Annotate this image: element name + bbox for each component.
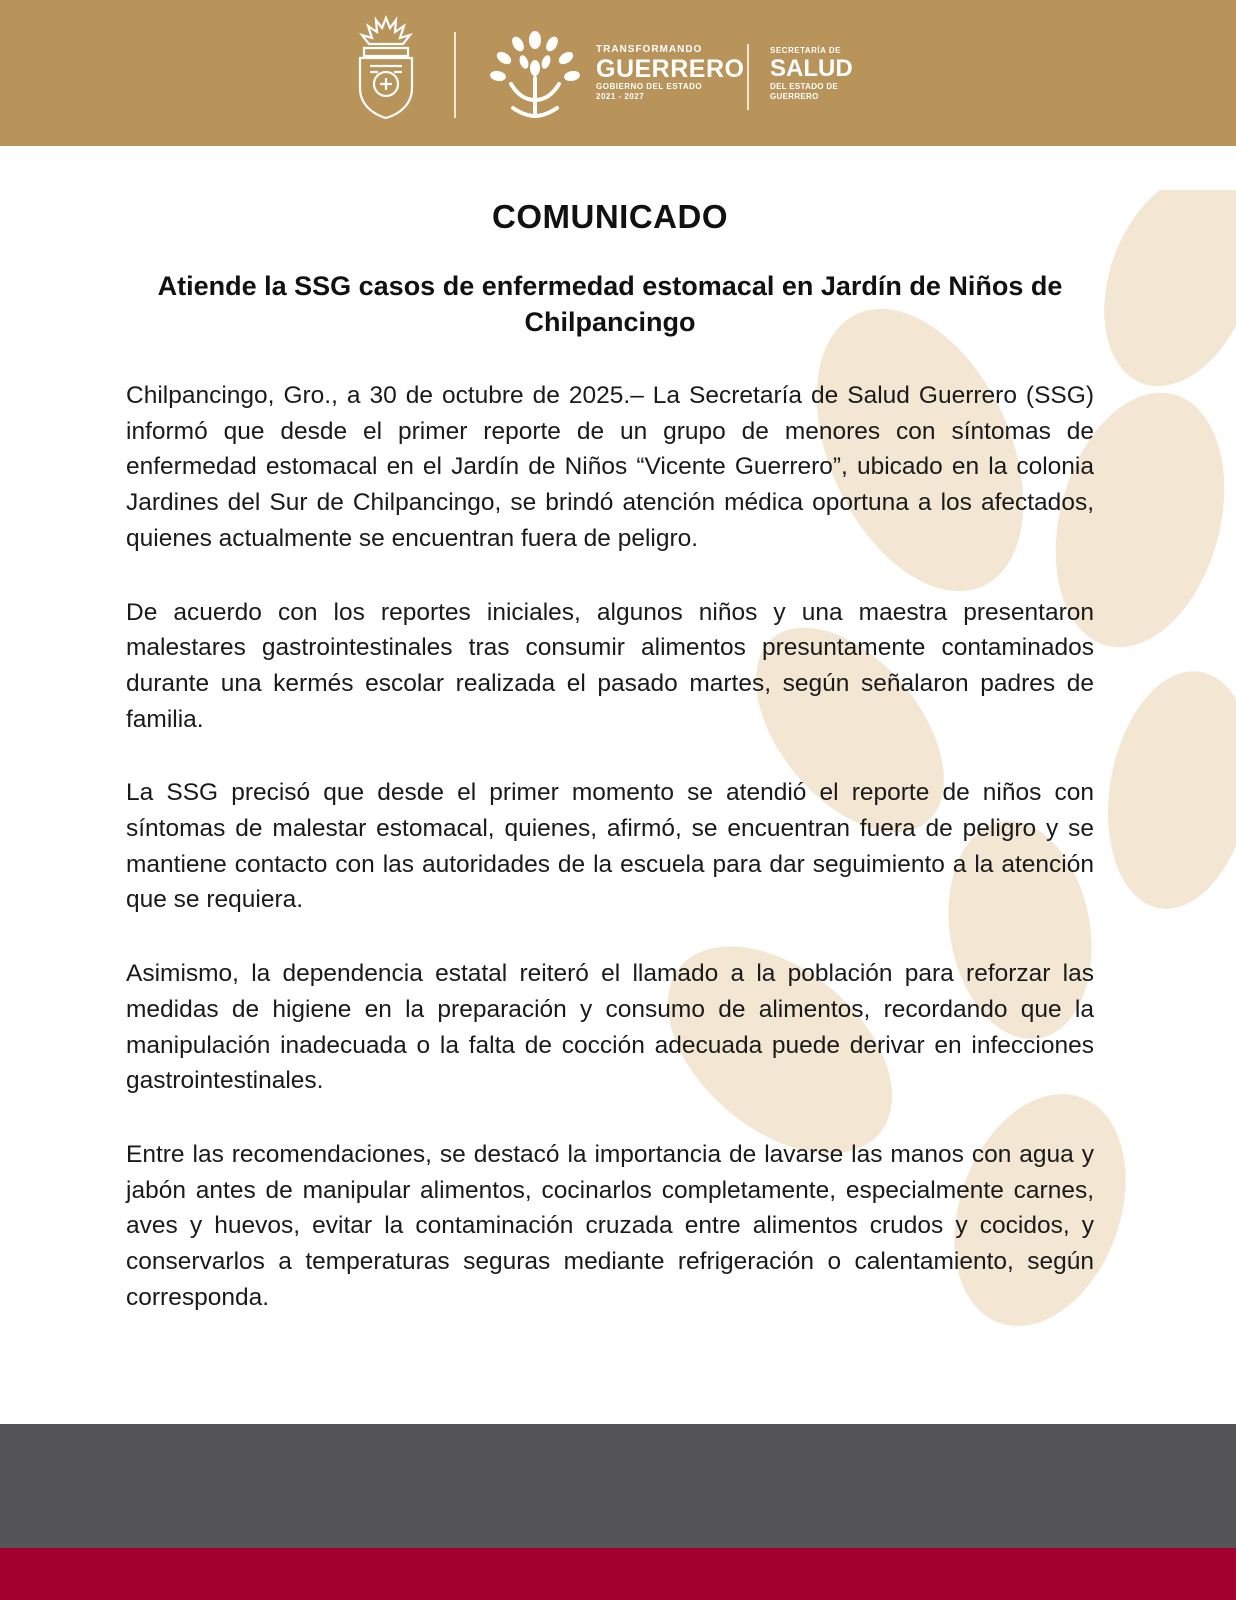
paragraph-1: Chilpancingo, Gro., a 30 de octubre de 2025.– La Secretaría de Salud Guerrero (SSG) informó que desde el primer reporte de un grupo de menores con síntomas de enfermedad estomacal en el Jardín de Niños “Vicente Guerrero”, ubicado en la colonia Jardines del Sur de Chilpancingo, se brindó atención médica oportuna a los afectados, quienes actualmente se encuentran fuera de peligro. bbox=[126, 382, 1094, 552]
brand-years: 2021 - 2027 bbox=[596, 92, 645, 101]
paragraph-5: Entre las recomendaciones, se destacó la importancia de lavarse las manos con agua y jabón antes de manipular alimentos, cocinarlos completamente, especialmente carnes, aves y huevos, evitar la contaminación cruzada entre alimentos crudos y cocidos, y conservarlos a temperaturas seguras mediante refrigeración o calentamiento, según corresponda. bbox=[126, 1140, 1094, 1311]
dept-top: SECRETARÍA DE bbox=[770, 46, 841, 55]
tree-logo-icon bbox=[488, 30, 582, 120]
footer-grey-band bbox=[0, 1424, 1236, 1548]
dept-sub2: GUERRERO bbox=[770, 92, 819, 101]
paragraph-4: Asimismo, la dependencia estatal reiteró el llamado a la población para reforzar las medidas de higiene en la preparación y consumo de alimentos, recordando que la manipulación inadecuada o la falta de cocción adecuada puede derivar en infecciones gastrointestinales. bbox=[126, 960, 1094, 1095]
header-divider-2 bbox=[747, 44, 749, 110]
brand-sub: GOBIERNO DEL ESTADO bbox=[596, 82, 703, 91]
header-band bbox=[0, 0, 1236, 146]
header-divider bbox=[454, 32, 456, 118]
document-body bbox=[126, 198, 1094, 1315]
paragraph-2: De acuerdo con los reportes iniciales, algunos niños y una maestra presentaron malestares gastrointestinales tras consumir alimentos presuntamente contaminados durante una kermés escolar realizada el pasado martes, según señalaron padres de familia. bbox=[126, 598, 1094, 733]
brand-top: TRANSFORMANDO bbox=[596, 44, 703, 55]
brand-block bbox=[596, 44, 744, 102]
dept-block bbox=[770, 46, 853, 102]
paragraph-3: La SSG precisó que desde el primer momento se atendió el reporte de niños con síntomas de malestar estomacal, quienes, afirmó, se encuentran fuera de peligro y se mantiene contacto con las autoridades de la escuela para dar seguimiento a la atención que se requiera. bbox=[126, 779, 1094, 914]
dept-sub1: DEL ESTADO DE bbox=[770, 82, 839, 91]
state-coat-of-arms-icon bbox=[350, 14, 422, 122]
dept-main: SALUD bbox=[770, 55, 853, 82]
brand-main: GUERRERO bbox=[596, 55, 745, 83]
footer-red-band bbox=[0, 1548, 1236, 1600]
document-title: COMUNICADO bbox=[492, 198, 728, 235]
document-headline: Atiende la SSG casos de enfermedad estomacal en Jardín de Niños de Chilpancingo bbox=[157, 271, 1063, 337]
